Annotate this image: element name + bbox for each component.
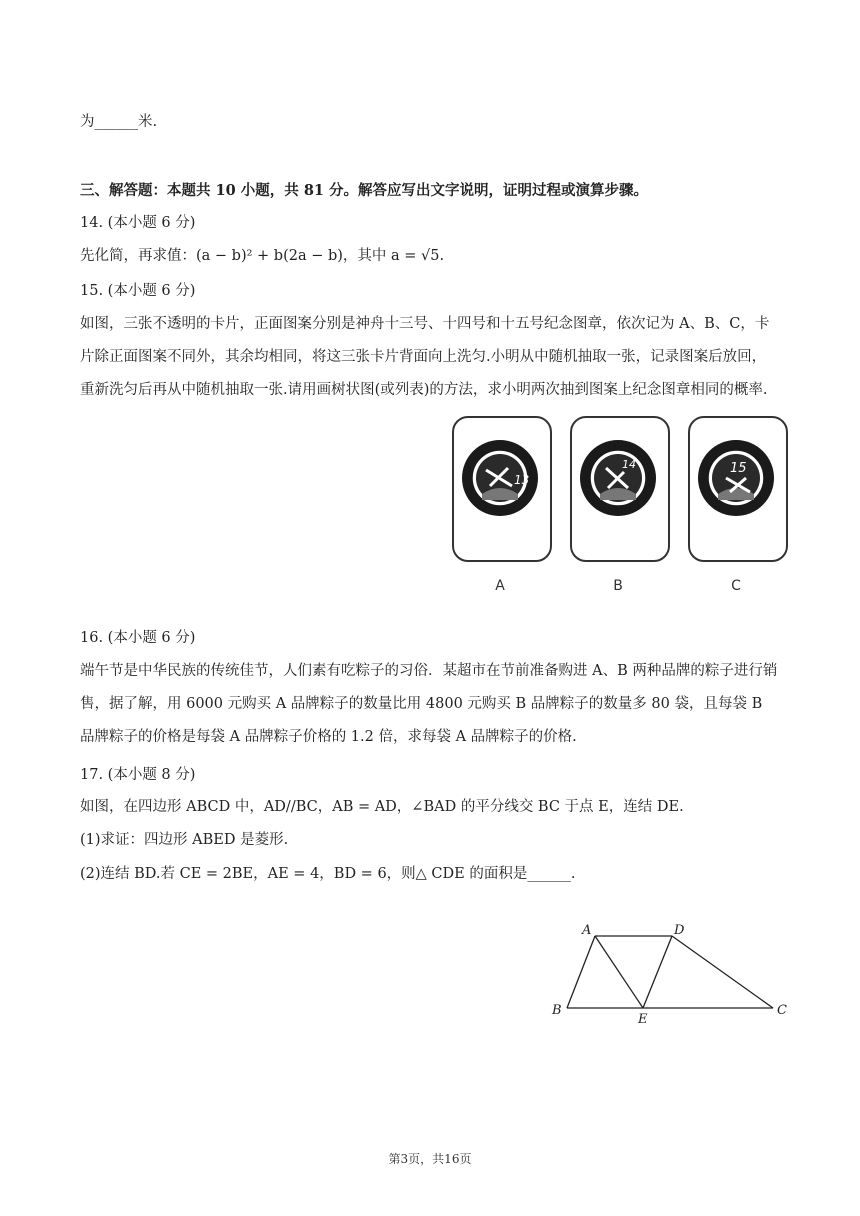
card-a: [452, 416, 552, 562]
q16-header: 16. (本小题 6 分): [80, 630, 196, 646]
badge-a-icon: [460, 438, 540, 518]
card-label-c: C: [731, 578, 741, 594]
badge-b-icon: [578, 438, 658, 518]
card-b: [570, 416, 670, 562]
q15-body: 如图，三张不透明的卡片，正面图案分别是神舟十三号、十四号和十五号纪念图章，依次记为 A、B、C，卡片除正面图案不同外，其余均相同，将这三张卡片背面向上洗匀.小明从中随机抽取一张，记录图案后放回，重新洗匀后再从中随机抽取一张.请用画树状图(或列表)的方法，求小明两次抽到图案上纪念图章相同的概率.: [80, 316, 770, 398]
vertex-b-label: B: [552, 1003, 562, 1018]
vertex-d-label: D: [674, 923, 685, 938]
badge-a-number: 13: [514, 473, 530, 487]
previous-question-tail: 为______米.: [80, 114, 158, 130]
q17-header: 17. (本小题 8 分): [80, 767, 196, 783]
q17-body: 如图，在四边形 ABCD 中，AD//BC，AB = AD，∠BAD 的平分线交 BC 于点 E，连结 DE.: [80, 799, 684, 815]
q14-header: 14. (本小题 6 分): [80, 215, 196, 231]
section-header: 三、解答题：本题共 10 小题，共 81 分。解答应写出文字说明，证明过程或演算步骤。: [80, 182, 649, 199]
vertex-c-label: C: [777, 1003, 787, 1018]
q17-part1: (1)求证：四边形 ABED 是菱形.: [80, 832, 289, 848]
badge-b-number: 14: [622, 458, 636, 471]
card-c: [688, 416, 788, 562]
card-label-b: B: [613, 578, 623, 594]
badge-c-number: 15: [730, 461, 747, 476]
vertex-e-label: E: [638, 1012, 648, 1026]
segment-de: [643, 936, 672, 1008]
vertex-a-label: A: [582, 923, 592, 938]
badge-c-icon: [696, 438, 776, 518]
segment-ab: [567, 936, 595, 1008]
quadrilateral-figure: [550, 916, 800, 1026]
segment-dc: [672, 936, 773, 1008]
q17-part2: (2)连结 BD.若 CE = 2BE，AE = 4，BD = 6，则△ CDE 的面积是______.: [80, 866, 576, 882]
q14-body: 先化简，再求值：(a − b)² + b(2a − b)，其中 a = √5.: [80, 248, 445, 264]
card-label-a: A: [495, 578, 505, 594]
q15-card-figure: [452, 416, 792, 596]
q15-header: 15. (本小题 6 分): [80, 283, 196, 299]
page-footer: 第3页，共16页: [388, 1152, 472, 1166]
q16-body: 端午节是中华民族的传统佳节，人们素有吃粽子的习俗．某超市在节前准备购进 A、B 两种品牌的粽子进行销售，据了解，用 6000 元购买 A 品牌粽子的数量比用 4800 元购买 B 品牌粽子的数量多 80 袋，且每袋 B 品牌粽子的价格是每袋 A 品牌粽子价格的 1.2 倍，求每袋 A 品牌粽子的价格.: [80, 663, 778, 745]
segment-ae: [595, 936, 643, 1008]
